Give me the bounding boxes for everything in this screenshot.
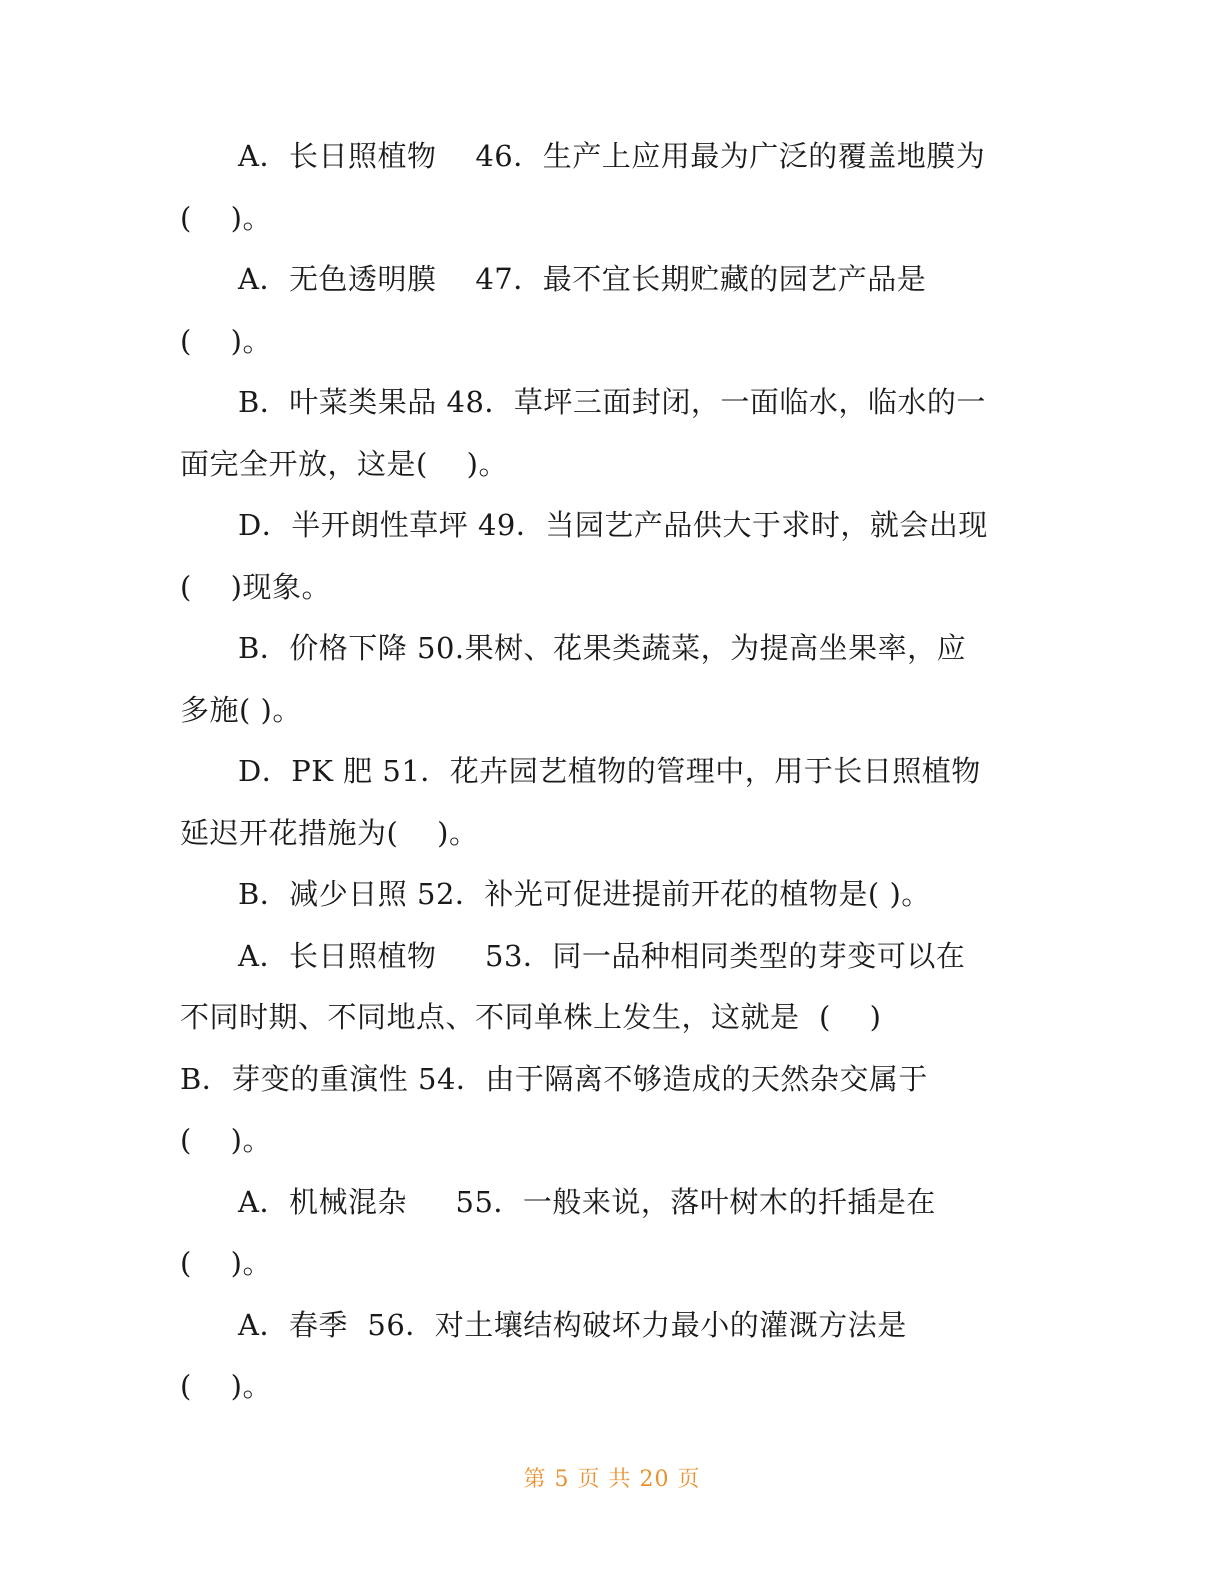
text-line: ( )。 [180,1246,273,1280]
page-number-footer: 第 5 页 共 20 页 [523,1467,701,1492]
text-line: 不同时期、不同地点、不同单株上发生，这就是 ( ) [180,1000,882,1034]
text-line: B．减少日照 52．补光可促进提前开花的植物是( )。 [238,877,931,911]
text-line: A．机械混杂 55．一般来说，落叶树木的扦插是在 [238,1185,936,1219]
text-line: 面完全开放，这是( )。 [180,447,509,481]
text-line: A．春季 56．对土壤结构破坏力最小的灌溉方法是 [238,1308,907,1342]
text-line: A．长日照植物 53．同一品种相同类型的芽变可以在 [238,939,966,973]
text-line: ( )。 [180,1123,273,1157]
text-line: ( )现象。 [180,570,332,604]
text-line: A．长日照植物 46．生产上应用最为广泛的覆盖地膜为 [238,139,986,173]
text-line: B．叶菜类果品 48．草坪三面封闭，一面临水，临水的一 [238,385,986,419]
text-line: A．无色透明膜 47．最不宜长期贮藏的园艺产品是 [238,262,927,296]
text-line: 多施( )。 [180,693,302,727]
text-line: D．PK 肥 51．花卉园艺植物的管理中，用于长日照植物 [238,754,981,788]
text-line: ( )。 [180,1369,273,1403]
text-line: B．价格下降 50.果树、花果类蔬菜，为提高坐果率，应 [238,631,967,665]
text-line: D．半开朗性草坪 49．当园艺产品供大于求时，就会出现 [238,508,988,542]
text-line: ( )。 [180,324,273,358]
text-line: ( )。 [180,201,273,235]
text-line: B．芽变的重演性 54．由于隔离不够造成的天然杂交属于 [180,1062,928,1096]
text-line: 延迟开花措施为( )。 [180,816,479,850]
